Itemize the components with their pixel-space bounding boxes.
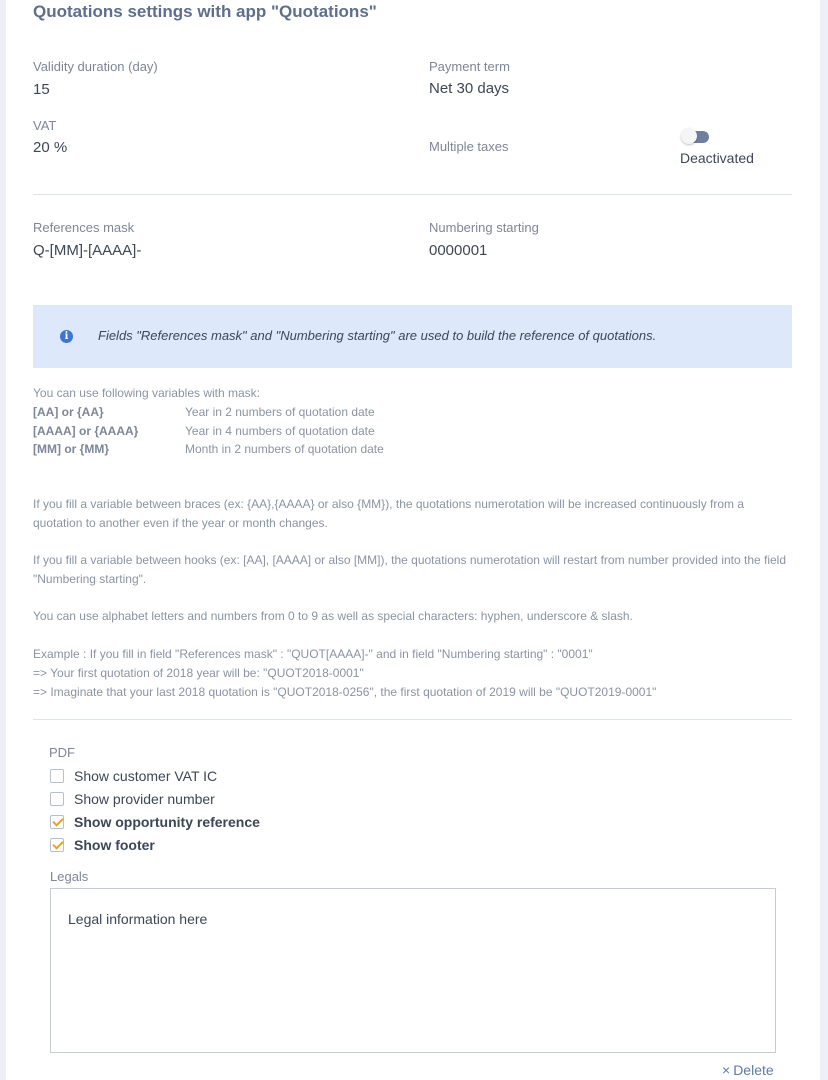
toggle-knob (681, 128, 697, 144)
info-text: Fields "References mask" and "Numbering starting" are used to build the reference of quotations. (98, 328, 657, 343)
references-mask-value[interactable]: Q-[MM]-[AAAA]- (33, 242, 142, 259)
legals-text: Legal information here (68, 911, 208, 927)
pdf-label: PDF (49, 745, 75, 760)
help-example-line: => Your first quotation of 2018 year will be: "QUOT2018-0001" (33, 666, 364, 680)
help-characters: You can use alphabet letters and numbers from 0 to 9 as well as special characters: hyphen, underscore & slash. (33, 609, 633, 623)
variable-description: Month in 2 numbers of quotation date (185, 442, 384, 456)
help-example-line: => Imaginate that your last 2018 quotation is "QUOT2018-0256", the first quotation of 2019 will be "QUOT2019-0001" (33, 685, 657, 699)
payment-term-value[interactable]: Net 30 days (429, 80, 510, 97)
checkbox-label: Show opportunity reference (74, 814, 260, 830)
checkbox-label: Show footer (74, 837, 155, 853)
multiple-taxes-label: Multiple taxes (429, 139, 509, 154)
multiple-taxes-status: Deactivated (680, 150, 754, 166)
payment-term-label: Payment term (429, 59, 510, 74)
checkbox-show-provider-number[interactable] (50, 790, 215, 808)
help-example-line: Example : If you fill in field "References mask" : "QUOT[AAAA]-" and in field "Numbering starting" : "0001" (33, 647, 593, 661)
section-title: Quotations settings with app "Quotations" (33, 2, 377, 21)
help-example (33, 645, 795, 702)
numbering-starting-value[interactable]: 0000001 (429, 242, 488, 259)
info-banner (33, 305, 792, 368)
checkbox-label: Show customer VAT IC (74, 768, 218, 784)
help-braces: If you fill a variable between braces (ex: {AA},{AAAA} or also {MM}), the quotations numerotation will be increased continuously from a quotation to another even if the year or month changes. (33, 497, 745, 530)
checkbox-show-footer[interactable] (50, 836, 155, 854)
variable-key: [AA] or {AA} (33, 405, 104, 419)
info-icon: i (60, 330, 73, 343)
settings-card (6, 0, 820, 1080)
checkbox-checked[interactable] (50, 815, 64, 829)
vat-value[interactable]: 20 % (33, 139, 68, 156)
delete-button[interactable] (722, 1062, 774, 1078)
numbering-starting-label: Numbering starting (429, 220, 539, 235)
checkbox[interactable] (50, 769, 64, 783)
divider (33, 719, 792, 720)
references-mask-label: References mask (33, 220, 135, 235)
checkbox-checked[interactable] (50, 838, 64, 852)
validity-value[interactable]: 15 (33, 81, 50, 98)
legals-label: Legals (50, 869, 89, 884)
checkbox-label: Show provider number (74, 791, 215, 807)
checkbox[interactable] (50, 792, 64, 806)
delete-label: Delete (733, 1062, 774, 1078)
vat-label: VAT (33, 118, 57, 133)
variable-key: [MM] or {MM} (33, 442, 109, 456)
variable-description: Year in 2 numbers of quotation date (185, 405, 375, 419)
variable-description: Year in 4 numbers of quotation date (185, 424, 375, 438)
checkbox-show-customer-vat-ic[interactable] (50, 767, 217, 785)
help-hooks: If you fill a variable between hooks (ex: [AA], [AAAA] or also [MM]), the quotations numerotation will restart from number provided into the field "Numbering starting". (33, 553, 787, 586)
help-intro: You can use following variables with mask: (33, 386, 261, 400)
divider (33, 194, 792, 195)
multiple-taxes-toggle[interactable] (681, 130, 715, 144)
validity-label: Validity duration (day) (33, 59, 158, 74)
checkbox-show-opportunity-reference[interactable] (50, 813, 260, 831)
legals-textarea[interactable] (50, 888, 776, 1053)
close-icon: × (722, 1062, 731, 1078)
variable-key: [AAAA] or {AAAA} (33, 424, 139, 438)
